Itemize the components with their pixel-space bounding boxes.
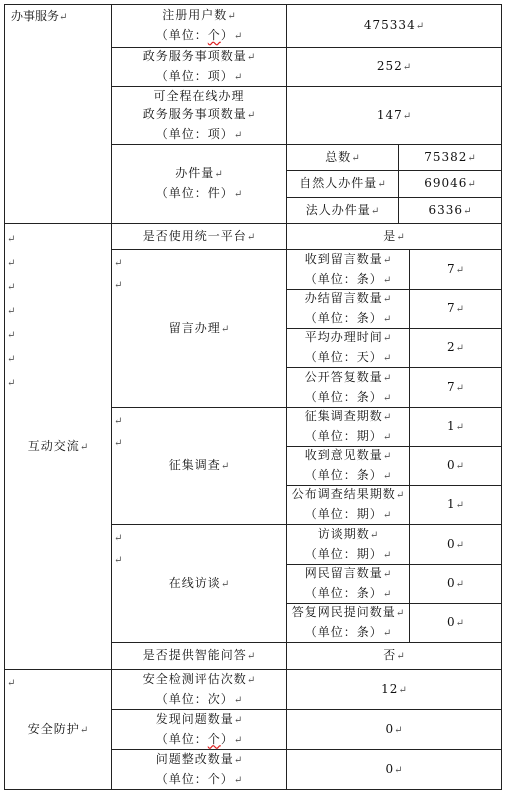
netizen-messages-value: 0↵	[409, 564, 502, 604]
cases-legal-value: 6336↵	[398, 197, 502, 224]
cases-total-label: 总数↵	[286, 144, 399, 171]
messages-closed-value: 7↵	[409, 289, 502, 329]
registered-users-label: 注册用户数↵ （单位：个）↵	[111, 4, 287, 48]
section-security: 安全防护↵	[4, 669, 112, 790]
registered-users-value: 475334↵	[286, 4, 502, 48]
netizen-replies-label: 答复网民提问数量↵ （单位：条）↵	[286, 603, 410, 643]
opinions-received-label: 收到意见数量↵ （单位：条）↵	[286, 446, 410, 486]
survey-results-value: 1↵	[409, 485, 502, 525]
paragraph-marks-interaction: ↵ ↵ ↵ ↵ ↵ ↵ ↵	[7, 234, 16, 389]
full-online-value: 147↵	[286, 86, 502, 145]
avg-handling-time-label: 平均办理时间↵ （单位：天）↵	[286, 328, 410, 368]
survey-periods-label: 征集调查期数↵ （单位：期）↵	[286, 407, 410, 447]
service-items-label: 政务服务事项数量↵ （单位：项）↵	[111, 47, 287, 87]
section-interaction: 互动交流↵	[4, 223, 112, 670]
public-replies-label: 公开答复数量↵ （单位：条）↵	[286, 367, 410, 408]
survey-periods-value: 1↵	[409, 407, 502, 447]
cases-label: 办件量↵ （单位：件）↵	[111, 144, 287, 224]
section-office	[4, 4, 112, 224]
cases-total-value: 75382↵	[398, 144, 502, 171]
interview-label: 在线访谈↵	[111, 524, 287, 643]
interview-periods-value: 0↵	[409, 524, 502, 565]
message-handling-label: 留言办理↵	[111, 249, 287, 408]
public-replies-value: 7↵	[409, 367, 502, 408]
paragraph-marks-interview: ↵ ↵	[114, 533, 123, 566]
paragraph-marks-security: ↵	[7, 678, 16, 689]
issues-found-value: 0↵	[286, 709, 502, 750]
paragraph-marks-message: ↵ ↵	[114, 258, 123, 291]
cases-legal-label: 法人办件量↵	[286, 197, 399, 224]
full-online-label: 可全程在线办理 政务服务事项数量↵ （单位：项）↵	[111, 86, 287, 145]
paragraph-marks-survey: ↵ ↵	[114, 416, 123, 449]
survey-results-label: 公布调查结果期数↵ （单位：期）↵	[286, 485, 410, 525]
netizen-messages-label: 网民留言数量↵ （单位：条）↵	[286, 564, 410, 604]
smart-qa-label: 是否提供智能问答↵	[111, 642, 287, 670]
messages-closed-label: 办结留言数量↵ （单位：条）↵	[286, 289, 410, 329]
cases-natural-label: 自然人办件量↵	[286, 170, 399, 198]
smart-qa-value: 否↵	[286, 642, 502, 670]
netizen-replies-value: 0↵	[409, 603, 502, 643]
unified-platform-label: 是否使用统一平台↵	[111, 223, 287, 250]
issues-fixed-value: 0↵	[286, 749, 502, 790]
section-office-label: 办事服务↵	[11, 9, 68, 23]
messages-received-value: 7↵	[409, 249, 502, 290]
security-checks-label: 安全检测评估次数↵ （单位：次）↵	[111, 669, 287, 710]
cases-natural-value: 69046↵	[398, 170, 502, 198]
service-items-value: 252↵	[286, 47, 502, 87]
opinions-received-value: 0↵	[409, 446, 502, 486]
unified-platform-value: 是↵	[286, 223, 502, 250]
interview-periods-label: 访谈期数↵ （单位：期）↵	[286, 524, 410, 565]
security-checks-value: 12↵	[286, 669, 502, 710]
issues-found-label: 发现问题数量↵ （单位：个）↵	[111, 709, 287, 750]
issues-fixed-label: 问题整改数量↵ （单位：个）↵	[111, 749, 287, 790]
messages-received-label: 收到留言数量↵ （单位：条）↵	[286, 249, 410, 290]
avg-handling-time-value: 2↵	[409, 328, 502, 368]
survey-label: 征集调查↵	[111, 407, 287, 525]
